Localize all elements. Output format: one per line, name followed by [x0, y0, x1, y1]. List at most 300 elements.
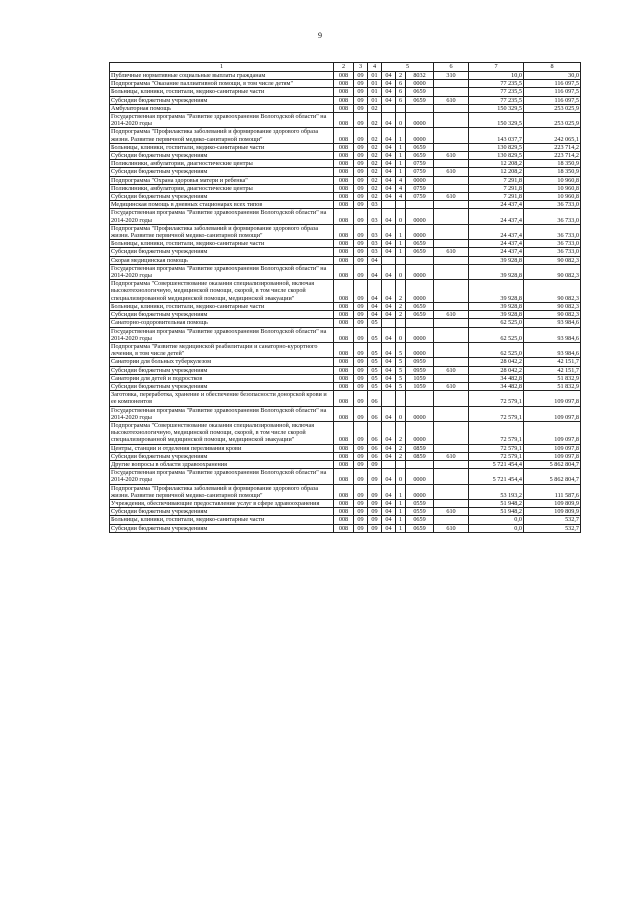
amount-col-8: 36 733,0 — [524, 240, 581, 248]
amount-col-8: 223 714,2 — [524, 152, 581, 160]
section-code: 09 — [354, 508, 368, 516]
amount-col-7: 77 235,5 — [469, 96, 524, 104]
row-name: Подпрограмма "Совершенствование оказания специализированной, включая высокотехнологичную, медицинской помощи, скорой, в том числе скорой специализированной медицинской помощи, медицинской эвакуации" — [110, 421, 334, 444]
subprogram-code: 0 — [396, 264, 406, 279]
amount-col-7: 24 437,4 — [469, 240, 524, 248]
target-code — [406, 319, 434, 327]
expense-type-code — [434, 160, 469, 168]
subprogram-code: 4 — [396, 176, 406, 184]
row-name: Субсидии бюджетным учреждениям — [110, 168, 334, 176]
target-code: 0659 — [406, 524, 434, 532]
amount-col-8: 93 984,6 — [524, 342, 581, 357]
subsection-code: 02 — [368, 184, 382, 192]
table-row — [110, 327, 581, 342]
ministry-code: 008 — [334, 460, 354, 468]
row-name: Субсидии бюджетным учреждениям — [110, 193, 334, 201]
section-code: 09 — [354, 516, 368, 524]
table-row — [110, 499, 581, 507]
expense-type-code — [434, 484, 469, 499]
target-code: 0659 — [406, 152, 434, 160]
target-code: 0959 — [406, 366, 434, 374]
amount-col-8: 116 097,5 — [524, 88, 581, 96]
program-code: 04 — [382, 88, 396, 96]
program-code — [382, 319, 396, 327]
target-code — [406, 460, 434, 468]
expense-type-code — [434, 184, 469, 192]
table-row — [110, 96, 581, 104]
amount-col-7: 39 928,8 — [469, 302, 524, 310]
target-code: 0000 — [406, 80, 434, 88]
subsection-code: 06 — [368, 406, 382, 421]
expense-type-code — [434, 209, 469, 224]
amount-col-8: 109 809,9 — [524, 508, 581, 516]
table-row — [110, 248, 581, 256]
subsection-code: 01 — [368, 88, 382, 96]
table-row — [110, 452, 581, 460]
amount-col-8: 30,0 — [524, 72, 581, 80]
section-code: 09 — [354, 342, 368, 357]
row-name: Подпрограмма "Совершенствование оказания специализированной, включая высокотехнологичную, медицинской помощи, скорой, в том числе скорой специализированной медицинской помощи, медицинской эвакуации" — [110, 280, 334, 303]
section-code: 09 — [354, 374, 368, 382]
row-name: Государственная программа "Развитие здравоохранения Вологодской области" на 2014-2020 годы — [110, 113, 334, 128]
subprogram-code: 5 — [396, 342, 406, 357]
ministry-code: 008 — [334, 327, 354, 342]
section-code: 09 — [354, 104, 368, 112]
program-code: 04 — [382, 160, 396, 168]
expense-type-code — [434, 391, 469, 406]
subsection-code: 05 — [368, 382, 382, 390]
section-code: 09 — [354, 248, 368, 256]
subprogram-code: 0 — [396, 209, 406, 224]
program-code: 04 — [382, 516, 396, 524]
amount-col-8: 111 587,6 — [524, 484, 581, 499]
amount-col-7: 39 928,8 — [469, 311, 524, 319]
program-code: 04 — [382, 113, 396, 128]
subsection-code: 09 — [368, 524, 382, 532]
ministry-code: 008 — [334, 248, 354, 256]
row-name: Подпрограмма "Профилактика заболеваний и формирование здорового образа жизни. Развитие первичной медико-санитарной помощи" — [110, 128, 334, 143]
subsection-code: 01 — [368, 96, 382, 104]
target-code: 0659 — [406, 240, 434, 248]
amount-col-7: 62 525,0 — [469, 319, 524, 327]
section-code: 09 — [354, 201, 368, 209]
subprogram-code: 1 — [396, 499, 406, 507]
table-row — [110, 391, 581, 406]
program-code: 04 — [382, 264, 396, 279]
amount-col-7: 72 579,1 — [469, 391, 524, 406]
table-row — [110, 184, 581, 192]
subprogram-code: 1 — [396, 152, 406, 160]
program-code — [382, 201, 396, 209]
row-name: Субсидии бюджетным учреждениям — [110, 366, 334, 374]
amount-col-8: 253 025,9 — [524, 113, 581, 128]
ministry-code: 008 — [334, 201, 354, 209]
row-name: Государственная программа "Развитие здравоохранения Вологодской области" на 2014-2020 годы — [110, 469, 334, 484]
amount-col-7: 130 829,5 — [469, 152, 524, 160]
expense-type-code — [434, 201, 469, 209]
target-code: 0659 — [406, 143, 434, 151]
expense-type-code — [434, 469, 469, 484]
program-code: 04 — [382, 72, 396, 80]
subprogram-code — [396, 319, 406, 327]
expense-type-code: 610 — [434, 193, 469, 201]
program-code: 04 — [382, 128, 396, 143]
program-code: 04 — [382, 421, 396, 444]
header-col-3: 3 — [354, 63, 368, 72]
section-code: 09 — [354, 80, 368, 88]
target-code: 0759 — [406, 168, 434, 176]
expense-type-code — [434, 80, 469, 88]
amount-col-7: 53 193,2 — [469, 484, 524, 499]
row-name: Больницы, клиники, госпитали, медико-санитарные части — [110, 302, 334, 310]
subprogram-code: 2 — [396, 280, 406, 303]
table-row — [110, 209, 581, 224]
row-name: Медицинская помощь в дневных стационарах всех типов — [110, 201, 334, 209]
amount-col-7: 150 329,5 — [469, 104, 524, 112]
amount-col-7: 130 829,5 — [469, 143, 524, 151]
program-code: 04 — [382, 499, 396, 507]
program-code — [382, 460, 396, 468]
expense-type-code — [434, 104, 469, 112]
expense-type-code — [434, 224, 469, 239]
target-code: 0959 — [406, 358, 434, 366]
subprogram-code — [396, 460, 406, 468]
ministry-code: 008 — [334, 319, 354, 327]
section-code: 09 — [354, 280, 368, 303]
ministry-code: 008 — [334, 143, 354, 151]
subsection-code: 02 — [368, 104, 382, 112]
ministry-code: 008 — [334, 524, 354, 532]
table-row — [110, 421, 581, 444]
row-name: Больницы, клиники, госпитали, медико-санитарные части — [110, 240, 334, 248]
amount-col-8: 109 097,8 — [524, 421, 581, 444]
expense-type-code — [434, 280, 469, 303]
table-row — [110, 240, 581, 248]
program-code: 04 — [382, 444, 396, 452]
subprogram-code: 1 — [396, 524, 406, 532]
amount-col-7: 28 042,2 — [469, 358, 524, 366]
subsection-code: 05 — [368, 374, 382, 382]
amount-col-8: 42 151,7 — [524, 366, 581, 374]
table-row — [110, 88, 581, 96]
amount-col-7: 28 042,2 — [469, 366, 524, 374]
ministry-code: 008 — [334, 382, 354, 390]
expense-type-code: 610 — [434, 152, 469, 160]
program-code: 04 — [382, 382, 396, 390]
amount-col-7: 12 208,2 — [469, 160, 524, 168]
amount-col-7: 72 579,1 — [469, 452, 524, 460]
amount-col-7: 62 525,0 — [469, 327, 524, 342]
ministry-code: 008 — [334, 72, 354, 80]
program-code: 04 — [382, 80, 396, 88]
target-code: 0559 — [406, 499, 434, 507]
table-row — [110, 80, 581, 88]
row-name: Подпрограмма "Профилактика заболеваний и формирование здорового образа жизни. Развитие первичной медико-санитарной помощи" — [110, 224, 334, 239]
amount-col-8: 36 733,0 — [524, 248, 581, 256]
subsection-code: 02 — [368, 193, 382, 201]
subprogram-code: 0 — [396, 469, 406, 484]
target-code: 0759 — [406, 184, 434, 192]
subsection-code: 02 — [368, 176, 382, 184]
amount-col-8: 109 809,9 — [524, 499, 581, 507]
amount-col-7: 72 579,1 — [469, 406, 524, 421]
ministry-code: 008 — [334, 184, 354, 192]
subsection-code: 03 — [368, 248, 382, 256]
subsection-code: 02 — [368, 152, 382, 160]
expense-type-code — [434, 516, 469, 524]
amount-col-8: 223 714,2 — [524, 143, 581, 151]
table-row — [110, 366, 581, 374]
target-code: 0659 — [406, 302, 434, 310]
ministry-code: 008 — [334, 176, 354, 184]
row-name: Заготовка, переработка, хранение и обеспечение безопасности донорской крови и ее компонентов — [110, 391, 334, 406]
table-row — [110, 256, 581, 264]
ministry-code: 008 — [334, 240, 354, 248]
row-name: Подпрограмма "Профилактика заболеваний и формирование здорового образа жизни. Развитие первичной медико-санитарной помощи" — [110, 484, 334, 499]
program-code: 04 — [382, 168, 396, 176]
target-code: 0659 — [406, 516, 434, 524]
target-code: 8032 — [406, 72, 434, 80]
program-code: 04 — [382, 366, 396, 374]
subprogram-code: 1 — [396, 224, 406, 239]
table-row — [110, 160, 581, 168]
ministry-code: 008 — [334, 209, 354, 224]
header-col-1: 1 — [110, 63, 334, 72]
row-name: Субсидии бюджетным учреждениям — [110, 452, 334, 460]
subsection-code: 09 — [368, 499, 382, 507]
subprogram-code: 1 — [396, 160, 406, 168]
section-code: 09 — [354, 382, 368, 390]
subprogram-code — [396, 104, 406, 112]
subsection-code: 03 — [368, 224, 382, 239]
ministry-code: 008 — [334, 80, 354, 88]
expense-type-code — [434, 264, 469, 279]
subprogram-code: 6 — [396, 96, 406, 104]
subsection-code: 03 — [368, 240, 382, 248]
subsection-code: 06 — [368, 391, 382, 406]
subsection-code: 02 — [368, 168, 382, 176]
program-code: 04 — [382, 240, 396, 248]
expense-type-code: 610 — [434, 311, 469, 319]
row-name: Больницы, клиники, госпитали, медико-санитарные части — [110, 88, 334, 96]
ministry-code: 008 — [334, 280, 354, 303]
section-code: 09 — [354, 469, 368, 484]
subprogram-code: 1 — [396, 484, 406, 499]
amount-col-8: 10 960,8 — [524, 176, 581, 184]
amount-col-8: 42 151,7 — [524, 358, 581, 366]
ministry-code: 008 — [334, 193, 354, 201]
subprogram-code: 2 — [396, 302, 406, 310]
section-code: 09 — [354, 406, 368, 421]
target-code: 0000 — [406, 176, 434, 184]
target-code — [406, 391, 434, 406]
subprogram-code: 2 — [396, 452, 406, 460]
amount-col-8: 5 862 804,7 — [524, 460, 581, 468]
subprogram-code: 1 — [396, 143, 406, 151]
table-row — [110, 264, 581, 279]
subprogram-code: 2 — [396, 444, 406, 452]
target-code: 0659 — [406, 96, 434, 104]
expense-type-code — [434, 374, 469, 382]
section-code: 09 — [354, 72, 368, 80]
ministry-code: 008 — [334, 88, 354, 96]
table-row — [110, 168, 581, 176]
table-row — [110, 128, 581, 143]
ministry-code: 008 — [334, 516, 354, 524]
section-code: 09 — [354, 358, 368, 366]
expense-type-code — [434, 176, 469, 184]
expense-type-code — [434, 143, 469, 151]
amount-col-7: 39 928,8 — [469, 280, 524, 303]
expense-type-code — [434, 499, 469, 507]
amount-col-7: 72 579,1 — [469, 421, 524, 444]
expense-type-code: 310 — [434, 72, 469, 80]
target-code: 0559 — [406, 508, 434, 516]
target-code: 0000 — [406, 113, 434, 128]
section-code: 09 — [354, 209, 368, 224]
ministry-code: 008 — [334, 256, 354, 264]
subprogram-code: 1 — [396, 168, 406, 176]
subsection-code: 04 — [368, 311, 382, 319]
expense-type-code: 610 — [434, 382, 469, 390]
amount-col-8: 51 832,9 — [524, 382, 581, 390]
amount-col-7: 143 037,7 — [469, 128, 524, 143]
amount-col-7: 24 437,4 — [469, 201, 524, 209]
target-code: 0000 — [406, 327, 434, 342]
program-code: 04 — [382, 342, 396, 357]
expense-type-code: 610 — [434, 508, 469, 516]
section-code: 09 — [354, 484, 368, 499]
target-code: 0000 — [406, 280, 434, 303]
section-code: 09 — [354, 391, 368, 406]
target-code — [406, 104, 434, 112]
budget-table — [109, 62, 581, 533]
target-code: 0859 — [406, 444, 434, 452]
subsection-code: 09 — [368, 508, 382, 516]
target-code: 0000 — [406, 421, 434, 444]
amount-col-7: 7 291,8 — [469, 193, 524, 201]
row-name: Больницы, клиники, госпитали, медико-санитарные части — [110, 516, 334, 524]
section-code: 09 — [354, 143, 368, 151]
program-code: 04 — [382, 327, 396, 342]
ministry-code: 008 — [334, 452, 354, 460]
subprogram-code: 2 — [396, 421, 406, 444]
amount-col-7: 34 482,8 — [469, 374, 524, 382]
expense-type-code — [434, 327, 469, 342]
target-code: 0000 — [406, 128, 434, 143]
table-row — [110, 72, 581, 80]
subprogram-code: 0 — [396, 406, 406, 421]
program-code: 04 — [382, 96, 396, 104]
subprogram-code — [396, 391, 406, 406]
header-col-4: 4 — [368, 63, 382, 72]
ministry-code: 008 — [334, 302, 354, 310]
section-code: 09 — [354, 302, 368, 310]
amount-col-7: 12 208,2 — [469, 168, 524, 176]
amount-col-8: 93 984,6 — [524, 327, 581, 342]
subsection-code: 09 — [368, 484, 382, 499]
expense-type-code — [434, 113, 469, 128]
amount-col-7: 5 721 454,4 — [469, 469, 524, 484]
amount-col-8: 242 065,1 — [524, 128, 581, 143]
amount-col-7: 5 721 454,4 — [469, 460, 524, 468]
amount-col-7: 150 329,5 — [469, 113, 524, 128]
amount-col-8: 93 984,6 — [524, 319, 581, 327]
ministry-code: 008 — [334, 358, 354, 366]
program-code: 04 — [382, 508, 396, 516]
amount-col-8: 532,7 — [524, 524, 581, 532]
amount-col-7: 0,0 — [469, 524, 524, 532]
expense-type-code — [434, 358, 469, 366]
subprogram-code: 1 — [396, 516, 406, 524]
section-code: 09 — [354, 184, 368, 192]
subsection-code: 05 — [368, 366, 382, 374]
expense-type-code — [434, 240, 469, 248]
header-col-2: 2 — [334, 63, 354, 72]
row-name: Подпрограмма "Развитие медицинской реабилитации и санаторно-курортного лечения, в том числе детей" — [110, 342, 334, 357]
ministry-code: 008 — [334, 469, 354, 484]
program-code — [382, 104, 396, 112]
subprogram-code — [396, 256, 406, 264]
subprogram-code: 4 — [396, 184, 406, 192]
table-row — [110, 516, 581, 524]
amount-col-8: 109 097,8 — [524, 391, 581, 406]
subsection-code: 06 — [368, 421, 382, 444]
program-code: 04 — [382, 302, 396, 310]
expense-type-code: 610 — [434, 366, 469, 374]
subsection-code: 04 — [368, 256, 382, 264]
subsection-code: 03 — [368, 209, 382, 224]
row-name: Амбулаторная помощь — [110, 104, 334, 112]
amount-col-7: 39 928,8 — [469, 264, 524, 279]
section-code: 09 — [354, 96, 368, 104]
expense-type-code: 610 — [434, 96, 469, 104]
section-code: 09 — [354, 176, 368, 184]
row-name: Субсидии бюджетным учреждениям — [110, 382, 334, 390]
amount-col-8: 10 960,8 — [524, 193, 581, 201]
ministry-code: 008 — [334, 224, 354, 239]
ministry-code: 008 — [334, 113, 354, 128]
program-code: 04 — [382, 248, 396, 256]
program-code: 04 — [382, 452, 396, 460]
amount-col-8: 36 733,0 — [524, 209, 581, 224]
program-code: 04 — [382, 176, 396, 184]
subprogram-code: 4 — [396, 193, 406, 201]
expense-type-code: 610 — [434, 524, 469, 532]
expense-type-code — [434, 460, 469, 468]
target-code: 0000 — [406, 469, 434, 484]
section-code: 09 — [354, 128, 368, 143]
subsection-code: 09 — [368, 516, 382, 524]
section-code: 09 — [354, 240, 368, 248]
ministry-code: 008 — [334, 104, 354, 112]
section-code: 09 — [354, 311, 368, 319]
subprogram-code: 5 — [396, 358, 406, 366]
program-code: 04 — [382, 524, 396, 532]
target-code: 0000 — [406, 406, 434, 421]
section-code: 09 — [354, 366, 368, 374]
subprogram-code: 5 — [396, 366, 406, 374]
row-name: Субсидии бюджетным учреждениям — [110, 311, 334, 319]
row-name: Субсидии бюджетным учреждениям — [110, 152, 334, 160]
table-row — [110, 104, 581, 112]
subsection-code: 09 — [368, 460, 382, 468]
row-name: Санатории для больных туберкулезом — [110, 358, 334, 366]
target-code: 0000 — [406, 342, 434, 357]
table-row — [110, 382, 581, 390]
target-code: 1059 — [406, 374, 434, 382]
section-code: 09 — [354, 264, 368, 279]
